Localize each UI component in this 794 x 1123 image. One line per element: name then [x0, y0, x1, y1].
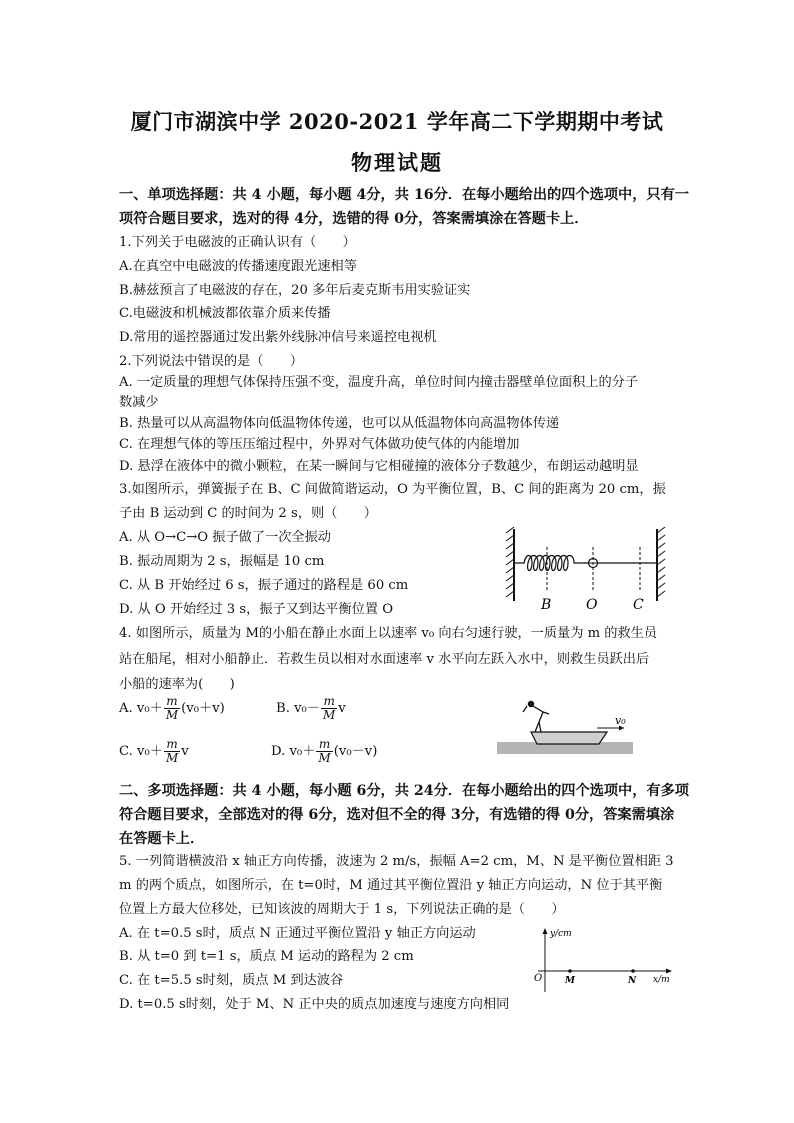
section1-line1: 一、单项选择题：共 4 小题，每小题 4分，共 16分．在每小题给出的四个选项中，只有一	[119, 187, 689, 203]
q5-stem-line3: 位置上方最大位移处，已知该波的周期大于 1 s，下列说法正确的是（ ）	[119, 902, 565, 917]
point-m	[568, 969, 572, 973]
label-c: C	[633, 597, 644, 613]
q2-option-a-line1: A. 一定质量的理想气体保持压强不变，温度升高，单位时间内撞击器壁单位面积上的分子	[119, 375, 639, 390]
q1-stem: 1.下列关于电磁波的正确认识有（ ）	[119, 235, 356, 250]
q4-stem-line2: 站在船尾，相对小船静止．若救生员以相对水面速率 v 水平向左跃入水中，则救生员跃出后	[119, 652, 650, 667]
q5-option-d: D. t=0.5 s时刻，处于 M、N 正中央的质点加速度与速度方向相同	[119, 997, 510, 1012]
point-m-label: M	[565, 976, 575, 986]
q4-stem-line3: 小船的速率为( )	[119, 677, 235, 692]
exam-subtitle: 物理试题	[351, 150, 443, 175]
diver	[523, 701, 549, 732]
q2-option-b: B. 热量可以从高温物体向低温物体传递，也可以从低温物体向高温物体传递	[119, 416, 560, 431]
section2-line3: 在答题卡上．	[119, 831, 205, 847]
q2-option-a-line2: 数减少	[119, 395, 159, 410]
q3-option-d: D. 从 O 开始经过 3 s，振子又到达平衡位置 O	[119, 602, 394, 617]
boat-figure	[497, 700, 635, 758]
x-axis-label: x/m	[653, 975, 670, 985]
q1-option-c: C.电磁波和机械波都依靠介质来传播	[119, 306, 331, 321]
q1-option-b: B.赫兹预言了电磁波的存在，20 多年后麦克斯韦用实验证实	[119, 283, 471, 298]
q4-option-a	[119, 695, 225, 722]
q1-option-a: A.在真空中电磁波的传播速度跟光速相等	[119, 259, 357, 274]
q4-c-fraction	[164, 738, 180, 765]
q4-b-prefix: B. v₀－	[276, 701, 320, 716]
origin-label: O	[534, 973, 543, 984]
velocity-label: v₀	[615, 714, 626, 727]
wave-axes-figure	[530, 924, 678, 1000]
wall-hatching	[506, 527, 665, 597]
q3-option-c: C. 从 B 开始经过 6 s，振子通过的路程是 60 cm	[119, 578, 409, 593]
q4-option-d	[271, 738, 377, 765]
boat	[531, 732, 607, 744]
q1-option-d: D.常用的遥控器通过发出紫外线脉冲信号来遥控电视机	[119, 330, 437, 345]
q4-c-prefix: C. v₀＋	[119, 744, 163, 759]
q2-option-d: D. 悬浮在液体中的微小颗粒，在某一瞬间与它相碰撞的液体分子数越少，布朗运动越明显	[119, 459, 639, 474]
q5-stem-line1: 5. 一列简谐横波沿 x 轴正方向传播，波速为 2 m/s，振幅 A=2 cm，M、N 是平衡位置相距 3	[119, 854, 674, 869]
label-b: B	[541, 597, 552, 613]
q4-a-suffix: (v₀＋v)	[181, 701, 225, 716]
fraction-denominator: M	[318, 751, 331, 765]
fraction-denominator: M	[165, 751, 179, 765]
q4-d-prefix: D. v₀＋	[271, 744, 316, 759]
fraction-numerator: m	[164, 695, 180, 709]
q3-option-b: B. 振动周期为 2 s，振幅是 10 cm	[119, 554, 325, 569]
q5-option-a: A. 在 t=0.5 s时，质点 N 正通过平衡位置沿 y 轴正方向运动	[119, 926, 476, 941]
q5-option-b: B. 从 t=0 到 t=1 s，质点 M 运动的路程为 2 cm	[119, 949, 414, 964]
fraction-numerator: m	[316, 738, 332, 752]
q4-a-prefix: A. v₀＋	[119, 701, 163, 716]
spring	[514, 556, 590, 571]
q3-stem-line2: 子由 B 运动到 C 的时间为 2 s，则（ ）	[119, 506, 377, 521]
q4-option-b	[276, 695, 346, 722]
q4-d-fraction	[316, 738, 332, 765]
section1-line2: 项符合题目要求，选对的得 4分，选错的得 0分，答案需填涂在答题卡上．	[119, 211, 589, 227]
q4-d-suffix: (v₀－v)	[333, 744, 378, 759]
spring-oscillator-figure	[500, 525, 672, 617]
q4-stem-line1: 4. 如图所示，质量为 M的小船在静止水面上以速率 v₀ 向右匀速行驶，一质量为 m 的救生员	[119, 626, 658, 641]
fraction-denominator: M	[323, 708, 336, 722]
q2-stem: 2.下列说法中错误的是（ ）	[119, 354, 304, 369]
fraction-denominator: M	[165, 708, 179, 722]
exam-title: 厦门市湖滨中学 2020-2021 学年高二下学期期中考试	[130, 109, 664, 134]
q3-option-a: A. 从 O→C→O 振子做了一次全振动	[119, 530, 331, 545]
q4-c-suffix: v	[181, 744, 189, 759]
q5-option-c: C. 在 t=5.5 s时刻，质点 M 到达波谷	[119, 973, 344, 988]
point-n-label: N	[628, 976, 637, 986]
q4-b-suffix: v	[338, 701, 346, 716]
section2-line2: 符合题目要求，全部选对的得 6分，选对但不全的得 3分，有选错的得 0分，答案需填涂	[119, 807, 675, 823]
fraction-numerator: m	[321, 695, 337, 709]
fraction-numerator: m	[164, 738, 180, 752]
q4-a-fraction	[164, 695, 180, 722]
y-axis-label: y/cm	[550, 929, 572, 939]
q3-stem-line1: 3.如图所示，弹簧振子在 B、C 间做简谐运动，O 为平衡位置，B、C 间的距离为 20 cm，振	[119, 482, 666, 497]
label-o: O	[586, 597, 598, 613]
q4-b-fraction	[321, 695, 337, 722]
q5-stem-line2: m 的两个质点，如图所示，在 t=0时，M 通过其平衡位置沿 y 轴正方向运动，N 位于其平衡	[119, 878, 663, 893]
q2-option-c: C. 在理想气体的等压压缩过程中，外界对气体做功使气体的内能增加	[119, 437, 520, 452]
point-n	[631, 969, 635, 973]
section2-line1: 二、多项选择题：共 4 小题，每小题 6分，共 24分．在每小题给出的四个选项中，有多项	[119, 783, 689, 799]
q4-option-c	[119, 738, 189, 765]
